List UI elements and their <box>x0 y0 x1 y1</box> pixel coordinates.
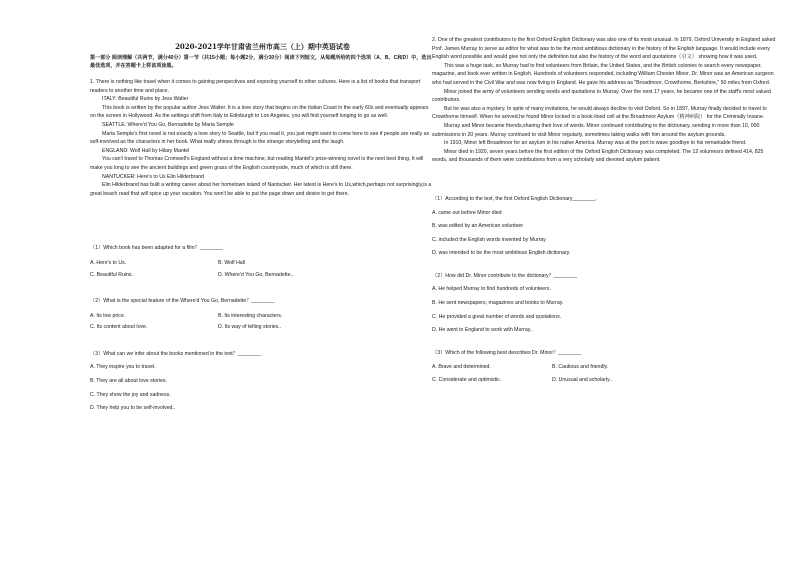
answer-option[interactable]: B. They are all about love stories. <box>90 378 167 385</box>
right-column <box>432 36 777 385</box>
answer-option[interactable]: A. Brave and determined. <box>432 364 491 371</box>
answer-option[interactable]: C. Beautiful Ruins. <box>90 271 133 278</box>
answer-option[interactable]: C. Its content about love. <box>90 324 148 331</box>
passage-2-paragraph: Murray and Minor became friends,sharing their love of words. Minor continued contributing to the dictionary, sending in more than 10, 000 submissions in 20 years. Murray continued to visit Minor regularly, sometimes taking walks with him around the asylum grounds. <box>432 122 760 138</box>
passage-1 <box>90 78 435 198</box>
passage-2-paragraph: 2. One of the greatest contributors to the first Oxford English Dictionary was also one of its most unusual. In 1879, Oxford University in England asked Prof. James Murray to serve as editor for what was to be the most ambitious dictionary in the history of the English language. It would include every English word possible and would give not only the definition but also the history of the word and quotations（引文） showing how it was used. <box>432 37 776 61</box>
answer-options <box>90 259 435 279</box>
answer-option[interactable]: A. came out before Minor died <box>432 209 502 216</box>
passage-1-paragraph: 1. There is nothing like travel when it comes to gaining perspectives and exposing yourself to other cultures. Here is a list of books that transport readers to another time and place. <box>90 79 421 94</box>
question-block <box>432 272 777 335</box>
passage-1-paragraph: Maria Semple's first novel is not exactly a love story to Seattle, but if you read it, you just might want to come here to see if people are really as self-involved as the characters in her book. What really shines through is the strange storytelling and the laugh. <box>90 130 430 146</box>
passage-2-paragraph: In 1910, Minor left Broadmoor for an asylum in his native America. Murray was at the port to wave goodbye to his remarkable friend. <box>444 140 747 147</box>
answer-option[interactable]: A. They inspire you to travel. <box>90 364 156 371</box>
answer-option[interactable]: D. Where'd You Go, Bernadette.. <box>218 271 294 278</box>
question-text: （1）Which book has been adapted for a film？________ <box>90 245 223 252</box>
left-column <box>90 36 435 413</box>
answer-option[interactable]: C. included the English words invented by Murray <box>432 236 546 243</box>
answer-option[interactable]: B. Cautious and friendly. <box>552 364 609 371</box>
question-text: （3）Which of the following best describes Dr. Minor？________ <box>432 349 582 356</box>
answer-option[interactable]: D. Unusual and scholarly.. <box>552 377 613 384</box>
answer-option[interactable]: D. was intended to be the most ambitious English dictionary. <box>432 250 571 257</box>
answer-options <box>432 363 777 384</box>
question-block <box>90 297 435 332</box>
answer-option[interactable]: B. was edited by an American volunteer <box>432 223 524 230</box>
answer-options <box>432 285 777 334</box>
passage-1-paragraph: Elin Hilderbrand has built a writing career about her hometown island of Nantucker. Her latest is Here's to Us,which,perhaps not surprisingly,is a great beach read that will spice up your vacation. You won't be able to put the page down and desire to get there. <box>90 182 432 197</box>
answer-option[interactable]: B. Its interesting characters. <box>218 312 283 319</box>
question-block <box>432 349 777 385</box>
passage-2-paragraph: This was a huge task, so Murray had to find volunteers from Britain, the United States, and the British colonies to search every newspaper, magazine, and book ever written in English. Hundreds of volunteers responded, including William Chester Minor. Dr. Minor was an American surgeon who had served in the Civil War and was now living in England. He gave his address as "Broadmoor, Crowthorne, Berkshire," 50 miles from Oxford. <box>432 62 774 86</box>
exam-title: 2020-2021学年甘肃省兰州市高三（上）期中英语试卷 <box>175 42 350 51</box>
question-block <box>90 244 435 279</box>
question-text: （3）What can we infer about the books mentioned in the text？________ <box>90 350 262 357</box>
question-block <box>432 195 777 258</box>
answer-option[interactable]: C. Considerate and optimistic. <box>432 377 502 384</box>
answer-option[interactable]: A. Its low price. <box>90 312 126 319</box>
answer-option[interactable]: C. They show the joy and sadness. <box>90 391 171 398</box>
passage-1-paragraph: You can't travel to Thomas Cromwell's England without a time machine, but reading Mantel's prize-winning novel is the next best thing. It will make you long to see the ancient buildings and green grass of the English countryside, much of which is still there. <box>90 156 424 171</box>
answer-options <box>90 363 435 412</box>
answer-option[interactable]: B. Wolf Hall <box>218 259 246 266</box>
passage-1-paragraph: This book is written by the popular author Jess Walter. It is a love story that begins on the Italian Coast in the early 60s and eventually appears on the screen in Hollywood. As the settings shift from Italy to Edinburgh to Los Angeles, you will find yourself longing to go as well. <box>90 104 429 120</box>
question-text: （2）What is the special feature of the Where'd You Go, Bernadette？________ <box>90 298 275 305</box>
question-text: （2）How did Dr. Minor contribute to the dictionary？________ <box>432 272 578 279</box>
passage-2 <box>432 36 777 165</box>
answer-option[interactable]: A. Here's to Us. <box>90 259 127 266</box>
passage-1-heading: NANTUCKER: Here's to Us Elin Hilderbrand <box>102 173 204 180</box>
passage-1-heading: SEATTLE: Where'd You Go, Bernadette by Maria Semple <box>102 121 234 128</box>
answer-options <box>432 209 777 258</box>
question-block <box>90 350 435 413</box>
answer-options <box>90 312 435 332</box>
answer-option[interactable]: C. He provided a great number of words and quotations. <box>432 313 562 320</box>
passage-2-paragraph: But he was also a mystery. In spite of many invitations, he would always decline to visit Oxford. So in 1897, Murray finally decided to travel to Crowthorne himself. When he arrived,he found Minor locked in a book-lined cell at the Broadmoor Asylum（精神病院） for the Criminally Insane. <box>432 105 767 121</box>
answer-option[interactable]: B. He sent newspapers, magazines and books to Murray. <box>432 300 564 307</box>
passage-1-heading: ITALY: Beautiful Ruins by Jess Walter <box>102 96 189 103</box>
answer-option[interactable]: A. He helped Murray to find hundreds of volunteers. <box>432 286 551 293</box>
question-text: （1）According to the text, the first Oxford English Dictionary________. <box>432 195 597 202</box>
answer-option[interactable]: D. They help you to be self-involved.. <box>90 405 176 412</box>
section-instructions: 第一部分 阅读理解（共两节，满分40分）第一节（共15小题；每小题2分，满分30分）阅读下列短文，从每题所给的四个选项（A、B、C和D）中，选出最佳选项，并在答题卡上将该项涂黑。 <box>90 55 432 69</box>
passage-1-heading: ENGLAND: Wolf Hall by Hilary Mantel <box>102 147 190 154</box>
passage-2-paragraph: Minor joined the army of volunteers sending words and quotations to Murray. Over the next 17 years, he became one of the staff's most valued contributors. <box>432 88 771 104</box>
answer-option[interactable]: D. He went to England to work with Murray.. <box>432 327 533 334</box>
answer-option[interactable]: D. Its way of telling stories.. <box>218 324 282 331</box>
passage-2-paragraph: Minor died in 1920, seven years before the first edition of the Oxford English Dictionary was completed. The 12 volumesrs defined 414, 825 words, and thousands of them were contributions from a very scholarly and devoted asylum patient. <box>432 148 764 164</box>
